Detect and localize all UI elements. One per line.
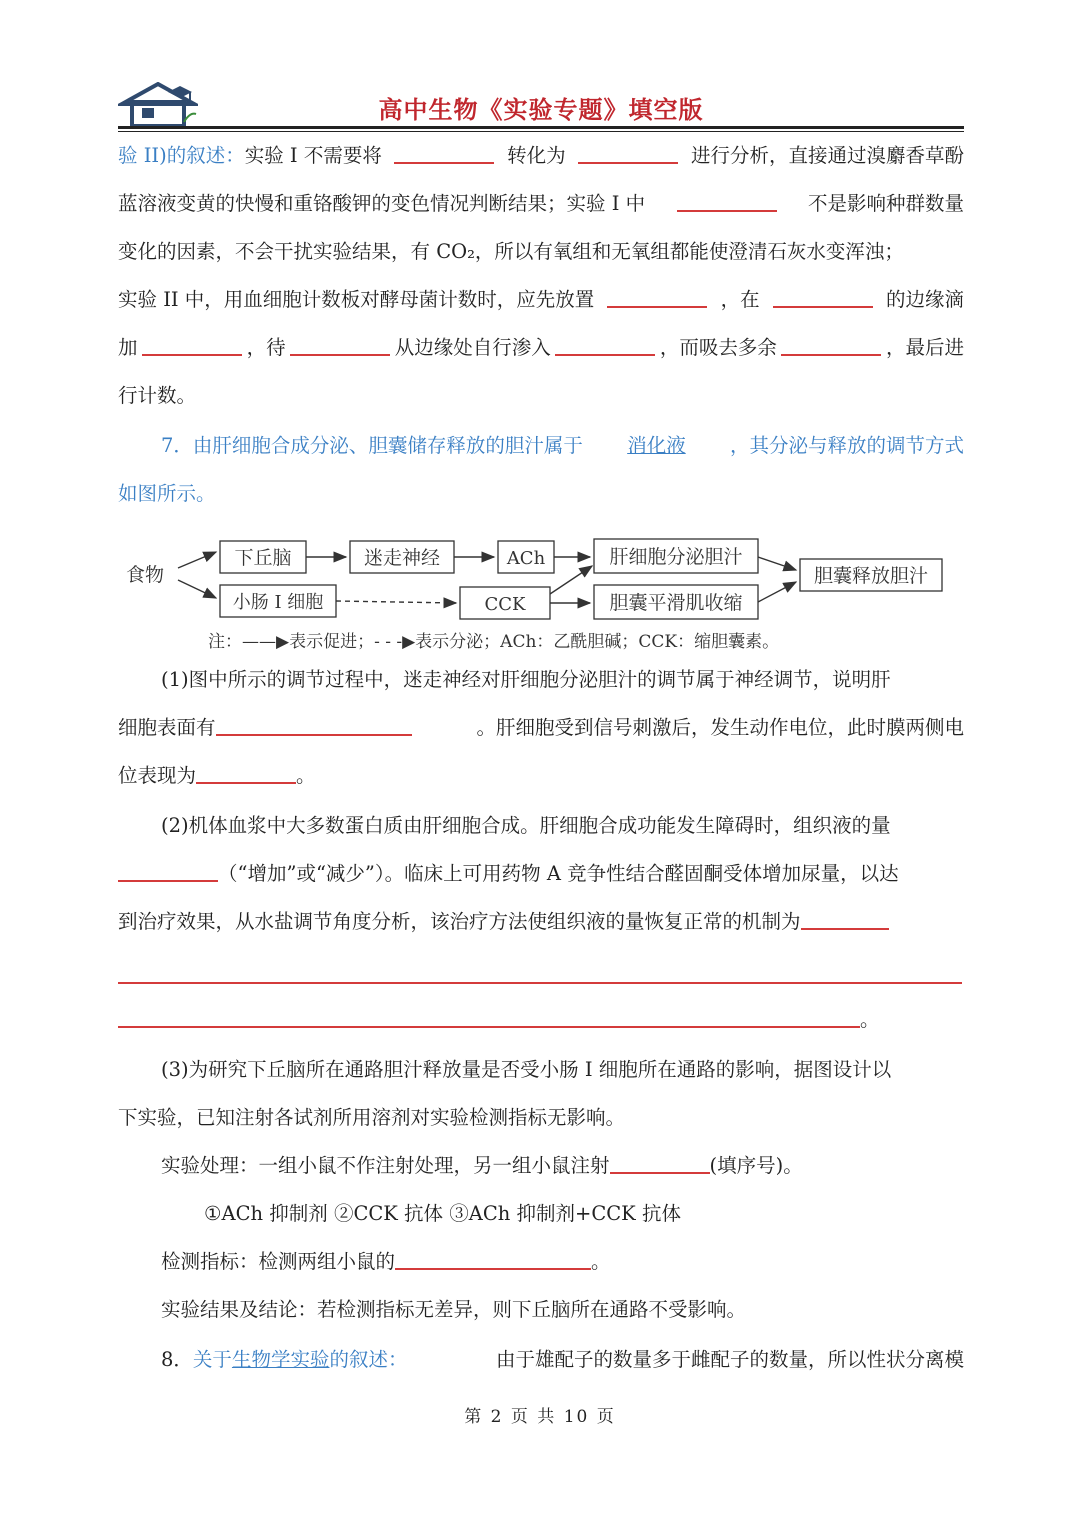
label-release: 胆囊释放胆汁	[813, 565, 929, 587]
text-line: 位表现为 。	[118, 758, 964, 794]
text-line: 到治疗效果，从水盐调节角度分析，该治疗方法使组织液的量恢复正常的机制为	[118, 904, 964, 940]
answer-blank[interactable]	[555, 330, 655, 356]
text-line: 行计数。	[118, 384, 197, 407]
answer-blank[interactable]	[394, 138, 494, 164]
text-line: 加 ，待 从边缘处自行渗入 ，而吸去多余 ，最后进	[118, 330, 964, 366]
label-liver: 肝细胞分泌胆汁	[609, 546, 743, 568]
label-ach: ACh	[506, 548, 546, 569]
arrow-food-hypothalamus	[178, 552, 216, 568]
text-line: (3)为研究下丘脑所在通路胆汁释放量是否受小肠 I 细胞所在通路的影响，据图设计以	[161, 1058, 892, 1081]
question-7-line: 7．由肝细胞合成分泌、胆囊储存释放的胆汁属于 消化液 ，其分泌与释放的调节方式	[161, 428, 964, 464]
arrow-liver-release	[758, 557, 796, 570]
page-footer: 第 2 页 共 10 页	[464, 1407, 616, 1427]
text-line: 实验 II 中，用血细胞计数板对酵母菌计数时，应先放置 ，在 的边缘滴	[118, 282, 964, 318]
label-vagus: 迷走神经	[363, 547, 441, 569]
text-line: 实验结果及结论：若检测指标无差异，则下丘脑所在通路不受影响。	[161, 1298, 747, 1321]
answer-blank[interactable]	[773, 282, 873, 308]
text-line: 。	[118, 1002, 964, 1038]
arrow-food-intestine	[178, 580, 216, 598]
text-line: (2)机体血浆中大多数蛋白质由肝细胞合成。肝细胞合成功能发生障碍时，组织液的量	[161, 814, 891, 837]
page-header	[118, 80, 964, 132]
label-gallmuscle: 胆囊平滑肌收缩	[609, 592, 743, 614]
text-line: 细胞表面有 。肝细胞受到信号刺激后，发生动作电位，此时膜两侧电	[118, 710, 964, 746]
answer-line[interactable]	[118, 982, 962, 984]
text-line: 检测指标：检测两组小鼠的 。	[161, 1244, 964, 1280]
regulation-diagram	[120, 530, 960, 665]
text-line: 如图所示。	[118, 482, 216, 505]
answer-blank[interactable]	[290, 330, 390, 356]
arrow-cck-liver	[550, 566, 592, 594]
link-digestive-fluid[interactable]: 消化液	[627, 434, 686, 457]
answer-blank[interactable]	[578, 138, 678, 164]
answer-blank[interactable]	[118, 856, 218, 882]
text-line: 变化的因素，不会干扰实验结果，有 CO₂，所以有氧组和无氧组都能使澄清石灰水变浑浊；	[118, 240, 904, 263]
header-rule	[118, 126, 964, 129]
answer-blank[interactable]	[142, 330, 242, 356]
text-line: （“增加”或“减少”）。临床上可用药物 A 竞争性结合醛固酮受体增加尿量，以达	[118, 856, 964, 892]
text-line: 蓝溶液变黄的快慢和重铬酸钾的变色情况判断结果；实验 I 中 不是影响种群数量	[118, 186, 964, 222]
answer-blank[interactable]	[781, 330, 881, 356]
text-line: 下实验，已知注射各试剂所用溶剂对实验检测指标无影响。	[118, 1106, 626, 1129]
arrow-gallmuscle-release	[758, 582, 796, 602]
answer-blank[interactable]	[801, 904, 889, 930]
text-line: 验 II)的叙述：实验 I 不需要将 转化为 进行分析，直接通过溴麝香草酚	[118, 138, 964, 174]
answer-blank[interactable]	[196, 758, 296, 784]
label-cck: CCK	[484, 594, 526, 615]
link-biology-experiment[interactable]: 生物学实验	[231, 1348, 330, 1371]
text-line: 实验处理：一组小鼠不作注射处理，另一组小鼠注射 (填序号)。	[161, 1148, 964, 1184]
label-hypothalamus: 下丘脑	[234, 547, 292, 569]
question-8-line: 8．关于生物学实验的叙述： 由于雄配子的数量多于雌配子的数量，所以性状分离模	[161, 1348, 964, 1371]
answer-blank[interactable]	[395, 1244, 591, 1270]
text-line: (1)图中所示的调节过程中，迷走神经对肝细胞分泌胆汁的调节属于神经调节，说明肝	[161, 668, 891, 691]
options-line: ①ACh 抑制剂 ②CCK 抗体 ③ACh 抑制剂+CCK 抗体	[204, 1202, 681, 1225]
arrow-intestine-cck	[336, 601, 456, 603]
label-food: 食物	[126, 564, 165, 586]
header-rule-thin	[118, 131, 964, 132]
answer-blank[interactable]	[610, 1148, 710, 1174]
answer-blank[interactable]	[607, 282, 707, 308]
page-title: 高中生物《实验专题》填空版	[378, 96, 704, 124]
answer-blank[interactable]	[677, 186, 777, 212]
answer-blank[interactable]	[216, 710, 412, 736]
diagram-note: 注：——▶表示促进；- - -▶表示分泌；ACh：乙酰胆碱；CCK：缩胆囊素。	[208, 632, 780, 652]
label-intestine: 小肠 I 细胞	[232, 592, 324, 613]
answer-blank[interactable]	[118, 1002, 860, 1028]
